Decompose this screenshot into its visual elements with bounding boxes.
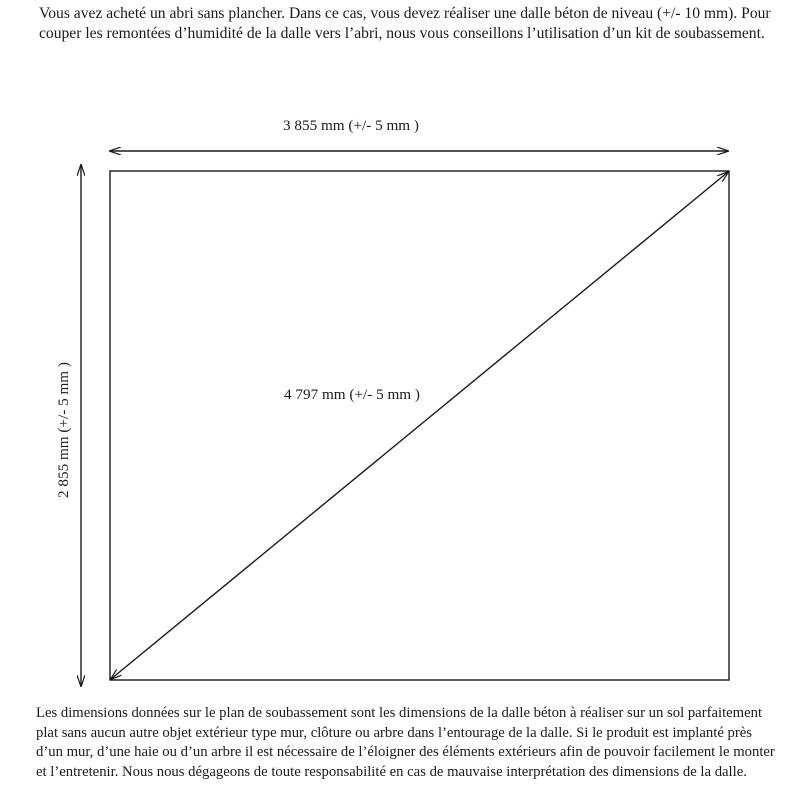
height-dimension-label: 2 855 mm (+/- 5 mm ) (55, 362, 72, 498)
intro-paragraph: Vous avez acheté un abri sans plancher. Dans ce cas, vous devez réaliser une dalle béton de niveau (+/- 10 mm). Pour couper les remontées d’humidité de la dalle vers l’abri, nous vous conseillons l’utilisation d’un kit de soubassement. (39, 5, 771, 42)
diagonal-dimension-arrow (111, 172, 728, 679)
diagonal-dimension-label: 4 797 mm (+/- 5 mm ) (284, 386, 420, 403)
footer-paragraph: Les dimensions données sur le plan de soubassement sont les dimensions de la dalle béton à réaliser sur un sol parfaitement plat sans aucun autre objet extérieur type mur, clôture ou arbre dans l’entourage de la dalle. Si le produit est implanté près d’un mur, d’une haie ou d’un arbre il est nécessaire de l’éloigner des éléments extérieurs afin de pouvoir facilement le monter et l’entretenir. Nous nous dégageons de toute responsabilité en cas de mauvaise interprétation des dimensions de la dalle. (36, 705, 775, 780)
width-dimension-label: 3 855 mm (+/- 5 mm ) (283, 117, 419, 134)
